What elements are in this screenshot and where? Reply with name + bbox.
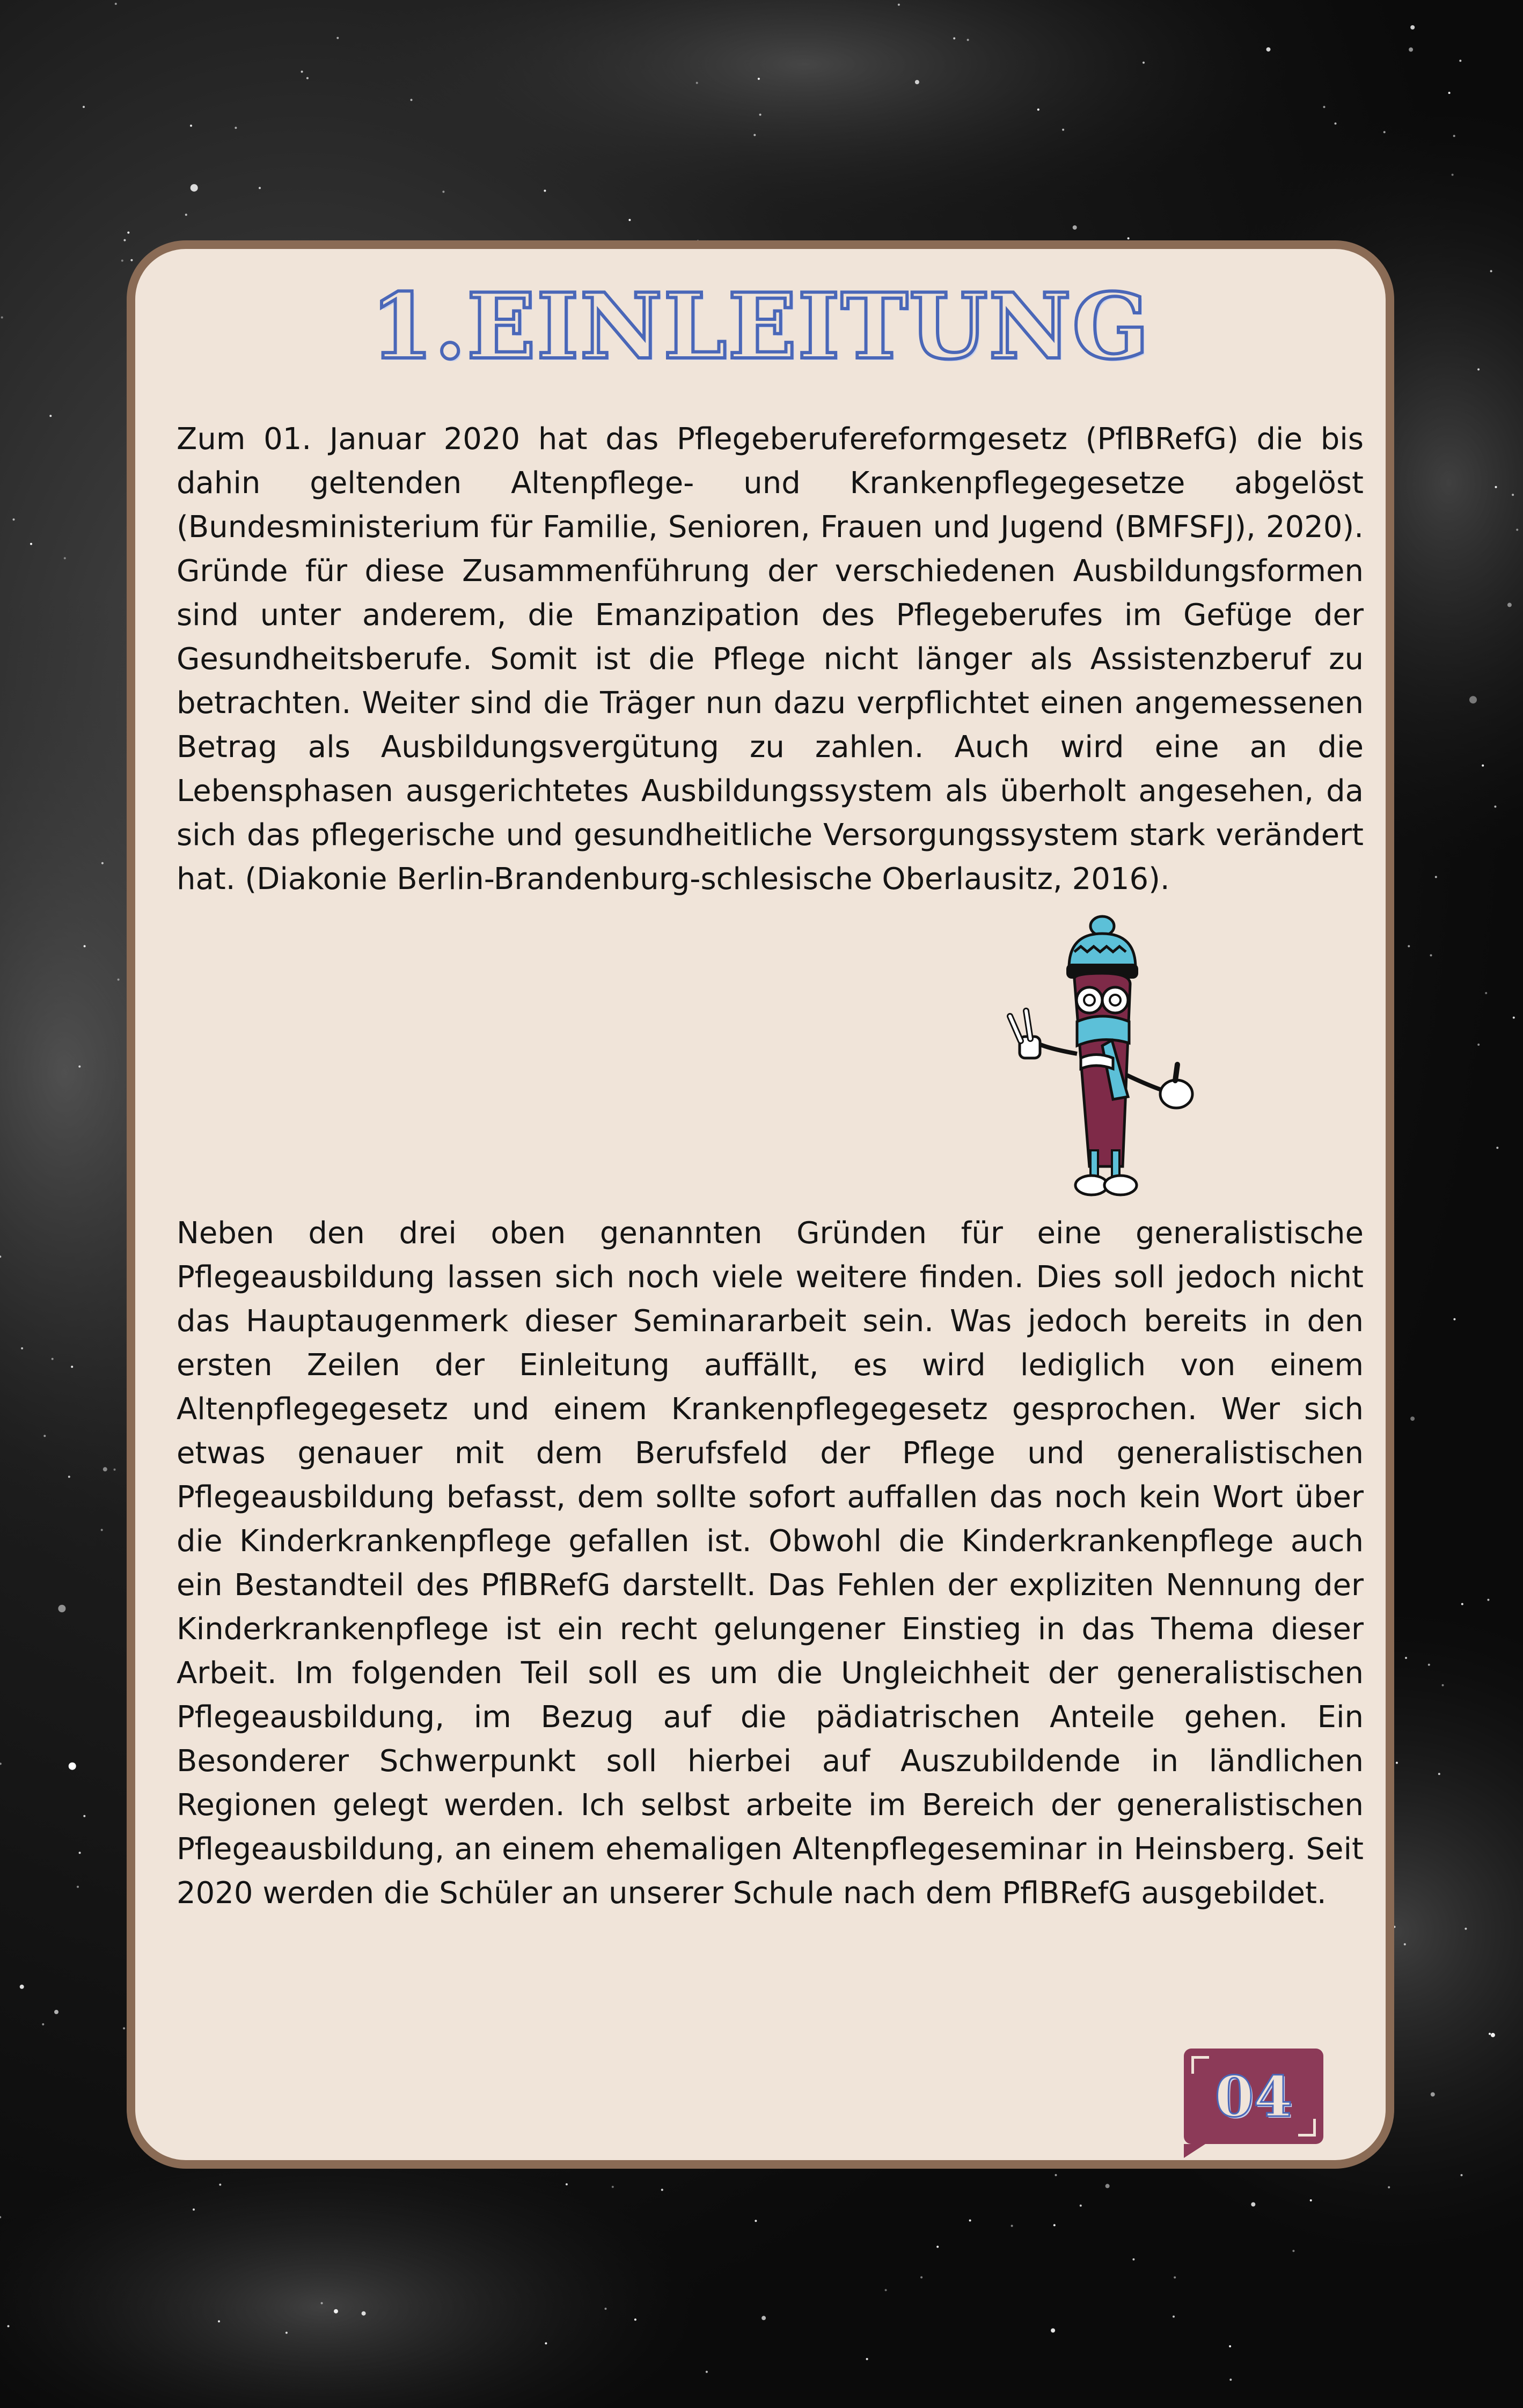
star <box>1404 1943 1406 1946</box>
star <box>866 2358 868 2360</box>
star <box>1 317 3 319</box>
star <box>285 2332 288 2334</box>
star <box>1292 2250 1294 2252</box>
star <box>1516 528 1518 531</box>
star <box>115 3 117 5</box>
star <box>634 2318 636 2321</box>
star <box>49 415 52 417</box>
star <box>218 2321 220 2323</box>
star <box>101 1529 103 1531</box>
star <box>605 2308 607 2310</box>
star <box>114 1469 116 1471</box>
star <box>336 37 339 39</box>
star <box>1435 876 1437 878</box>
star <box>936 2246 939 2248</box>
star <box>969 2220 971 2222</box>
star <box>306 77 309 79</box>
star <box>259 187 261 189</box>
star <box>1442 1684 1444 1686</box>
star <box>190 124 192 127</box>
star <box>69 1763 76 1770</box>
star <box>1396 1762 1398 1764</box>
star <box>753 134 756 136</box>
star <box>762 2316 766 2320</box>
star <box>123 239 126 241</box>
star <box>64 557 66 559</box>
star <box>1430 955 1432 957</box>
star <box>1055 2174 1057 2176</box>
star <box>920 2277 922 2279</box>
page-title: 1.EINLEITUNG <box>370 273 1151 379</box>
star <box>30 543 32 545</box>
star <box>1485 992 1487 994</box>
star <box>1494 805 1496 807</box>
star <box>130 259 133 261</box>
star <box>967 39 969 41</box>
star <box>84 945 86 948</box>
star <box>661 2189 663 2191</box>
star <box>1487 1599 1489 1601</box>
star <box>1080 2205 1082 2207</box>
page-number: 04 <box>1214 2063 1293 2130</box>
star <box>219 2184 221 2186</box>
star <box>1431 2093 1435 2097</box>
star <box>1489 2033 1491 2035</box>
star <box>612 2186 614 2188</box>
star <box>1229 2345 1231 2347</box>
star <box>1507 603 1512 607</box>
star <box>78 1066 80 1068</box>
star <box>1073 225 1077 230</box>
badge-tail <box>1184 2144 1205 2158</box>
star <box>1143 62 1145 64</box>
star <box>696 82 698 84</box>
star <box>1051 2329 1055 2333</box>
star <box>1053 2224 1056 2226</box>
star <box>8 2325 10 2328</box>
star <box>42 2023 44 2025</box>
star <box>758 78 760 80</box>
star <box>1388 2186 1390 2189</box>
star <box>1465 1928 1467 1930</box>
star <box>759 114 762 116</box>
star <box>43 1435 46 1437</box>
star <box>1448 92 1451 94</box>
main-paragraph: Neben den drei oben genannten Gründen für eine generalistische Pflegeausbildung lassen sich noch viele weitere finden. Dies soll jedoch nicht das Hauptaugenmerk dieser Seminararbeit sein. Was jedoch bereits in den ersten Zeilen der Einleitung auffällt, es wird lediglich von einem Altenpflegegesetz und einem Krankenpflegegesetz gesprochen. Wer sich etwas genauer mit dem Berufsfeld der Pflege und generalistischen Pflegeausbildung befasst, dem sollte sofort auffallen das noch kein Wort über die Kinderkrankenpflege gefallen ist. Obwohl die Kinderkrankenpflege auch ein Bestandteil des PflBRefG darstellt. Das Fehlen der expliziten Nennung der Kinderkrankenpflege ist ein recht gelungener Einstieg in das Thema dieser Arbeit. Im folgenden Teil soll es um die Ungleichheit der generalistischen Pflegeausbildung, im Bezug auf die pädiatrischen Anteile gehen. Ein Besonderer Schwerpunkt soll hierbei auf Auszubildende in ländlichen Regionen gelegt werden. Ich selbst arbeite im Bereich der generalistischen Pflegeausbildung, an einem ehemaligen Altenpflegeseminar in Heinsberg. Seit 2020 werden die Schüler an unserer Schule nach dem PflBRefG ausgebildet. <box>177 1216 1364 1911</box>
star <box>0 1763 2 1765</box>
star <box>1513 1017 1515 1019</box>
star <box>706 2371 708 2373</box>
star <box>235 127 237 129</box>
star <box>52 1358 54 1360</box>
star <box>362 2311 366 2316</box>
star <box>0 2216 1 2218</box>
star <box>544 190 546 192</box>
star <box>1383 131 1386 133</box>
star <box>1323 106 1326 108</box>
star <box>103 1467 107 1471</box>
mascot-illustration <box>989 914 1214 1199</box>
star <box>1405 1657 1407 1659</box>
star <box>68 1475 70 1478</box>
star <box>1229 2378 1232 2381</box>
star <box>915 80 919 84</box>
intro-paragraph: Zum 01. Januar 2020 hat das Pflegeberufereformgesetz (PflBRefG) die bis dahin geltenden Altenpflege- und Krankenpflegegesetze abgelöst (Bundesministerium für Familie, Senioren, Frauen und Jugend (BMFSFJ), 2020). Gründe für diese Zusammenführung der verschiedenen Ausbildungsformen sind unter anderem, die Emanzipation des Pflegeberufes im Gefüge der Gesundheitsberufe. Somit ist die Pflege nicht länger als Assistenzberuf zu betrachten. Weiter sind die Träger nun dazu verpflichtet einen angemessenen Betrag als Ausbildungsvergütung zu zahlen. Auch wird eine an die Lebensphasen ausgerichtetes Ausbildungssystem als überholt angesehen, da sich das pflegerische und gesundheitliche Versorgungssystem stark verändert hat. (Diakonie Berlin-Brandenburg-schlesische Oberlausitz, 2016). <box>177 422 1364 897</box>
star <box>118 979 120 981</box>
star <box>1428 1664 1430 1666</box>
star <box>1482 765 1484 767</box>
badge-corner-bottom-right <box>1298 2119 1316 2137</box>
star <box>1266 47 1271 52</box>
star <box>121 260 123 262</box>
star <box>301 71 303 73</box>
star <box>1453 135 1455 137</box>
star <box>77 1886 79 1888</box>
star <box>127 232 129 234</box>
star <box>1469 696 1477 703</box>
star <box>191 184 198 192</box>
star <box>71 1365 73 1368</box>
star <box>1310 2199 1312 2201</box>
star <box>1491 2033 1495 2037</box>
star <box>1173 2316 1175 2318</box>
star <box>1410 25 1415 30</box>
star <box>83 1815 85 1817</box>
star <box>185 214 187 216</box>
star <box>123 2027 125 2029</box>
star <box>101 862 104 864</box>
star <box>1410 1416 1415 1421</box>
star <box>755 2220 757 2222</box>
star <box>1037 108 1039 111</box>
star <box>193 2208 195 2211</box>
star <box>1461 1603 1463 1605</box>
star <box>1453 1318 1455 1320</box>
star <box>1132 2258 1134 2260</box>
star <box>1495 486 1497 488</box>
star <box>1408 945 1410 948</box>
star <box>58 1605 65 1612</box>
star <box>13 518 15 520</box>
star <box>1335 122 1337 124</box>
star <box>442 190 444 193</box>
star <box>1438 1773 1440 1775</box>
star <box>21 1347 23 1349</box>
star <box>1174 2277 1176 2279</box>
star <box>566 2183 568 2185</box>
star <box>885 2289 887 2291</box>
star <box>321 2302 323 2304</box>
star <box>1461 2174 1463 2176</box>
star <box>1496 1147 1498 1149</box>
star <box>334 2309 338 2314</box>
star <box>628 219 631 221</box>
star <box>1105 2184 1110 2188</box>
star <box>1477 369 1480 371</box>
star <box>411 99 413 101</box>
star <box>79 1852 81 1854</box>
star <box>1477 1044 1480 1046</box>
content-card <box>127 240 1394 2169</box>
star <box>1512 494 1514 496</box>
star <box>953 38 955 40</box>
star <box>1490 270 1492 272</box>
star <box>1459 60 1461 62</box>
page-number-badge <box>1184 2049 1323 2144</box>
star <box>20 1985 24 1989</box>
star <box>1452 174 1454 176</box>
star <box>1251 2203 1255 2207</box>
star <box>1127 237 1130 239</box>
star <box>898 4 900 6</box>
star <box>54 2010 58 2014</box>
star <box>1062 129 1064 131</box>
star <box>1409 47 1413 52</box>
star <box>83 106 85 108</box>
star <box>1011 2225 1013 2227</box>
star <box>545 2343 547 2345</box>
badge-corner-top-left <box>1191 2056 1209 2074</box>
